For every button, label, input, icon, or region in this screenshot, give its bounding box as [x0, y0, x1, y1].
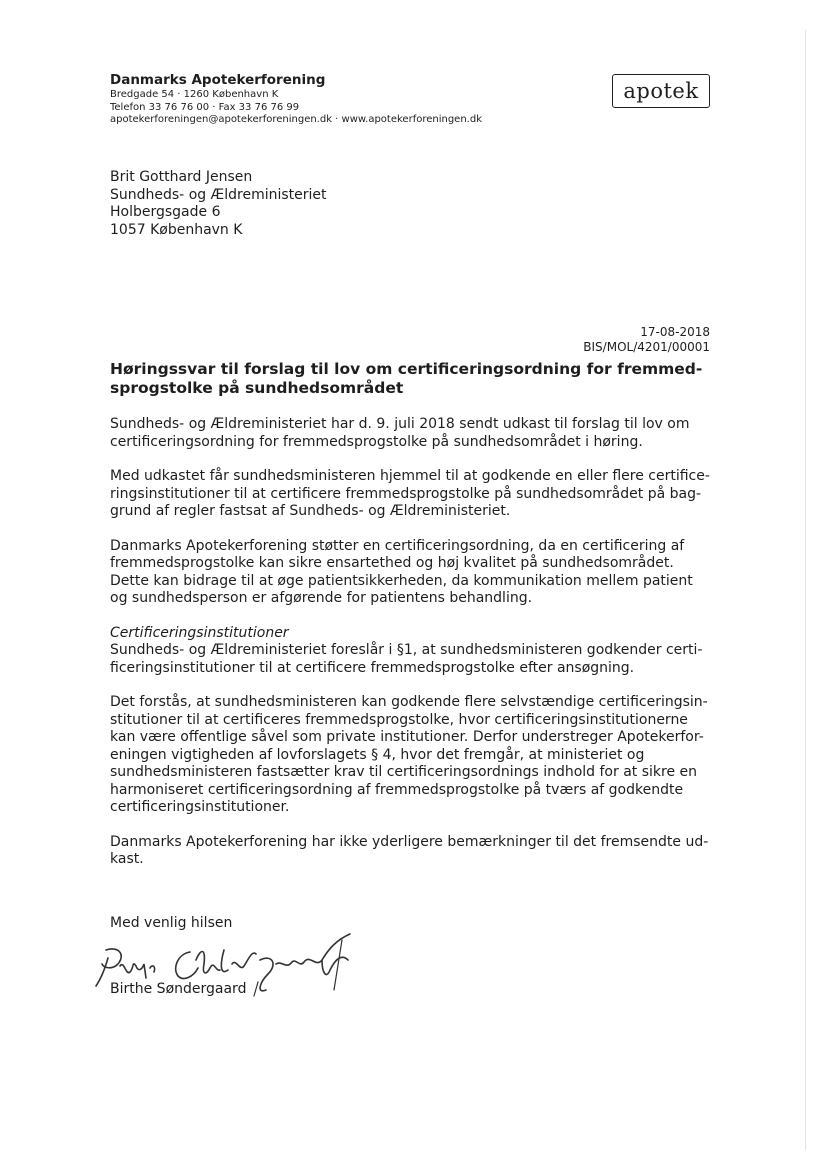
- organization-phone-fax: Telefon 33 76 76 00 · Fax 33 76 76 99: [110, 101, 300, 113]
- organization-contact: apotekerforeningen@apotekerforeningen.dk · www.apotekerforeningen.dk: [110, 114, 482, 125]
- organization-address: Bredgade 54 · 1260 København K: [110, 89, 279, 100]
- paragraph-6: Danmarks Apotekerforening har ikke yderligere bemærkninger til det fremsendte ud- kast.: [110, 833, 709, 867]
- recipient-street: Holbergsgade 6: [110, 204, 221, 220]
- letter-title: Høringssvar til forslag til lov om certificeringsordning for fremmed- sprogstolke på sundhedsområdet: [110, 360, 703, 397]
- paragraph-2: Med udkastet får sundhedsministeren hjemmel til at godkende en eller flere certifice- ringsinstitutioner til at certificere fremmedsprogstolke på sundhedsområdet på bag- grund af regler fastsat af Sundheds- og Ældreministeriet.: [110, 468, 710, 519]
- recipient-name: Brit Gotthard Jensen: [110, 169, 253, 185]
- letter-date: 17-08-2018: [640, 325, 710, 339]
- letterhead: [110, 72, 482, 127]
- paragraph-3: Danmarks Apotekerforening støtter en certificeringsordning, da en certificering af fremmedsprogstolke kan sikre ensartethed og høj kvalitet på sundhedsområdet. Dette kan bidrage til at øge patientsikkerheden, da kommunikation mellem patient og sundhedsperson er afgørende for patientens behandling.: [110, 537, 693, 606]
- recipient-ministry: Sundheds- og Ældreministeriet: [110, 186, 327, 203]
- closing-greeting: Med venlig hilsen: [110, 915, 233, 931]
- paragraph-1: Sundheds- og Ældreministeriet har d. 9. juli 2018 sendt udkast til forslag til lov om certificeringsordning for fremmedsprogstolke på sundhedsområdet i høring.: [110, 416, 690, 450]
- recipient-address: [110, 169, 327, 239]
- letter-meta: [583, 325, 710, 355]
- organization-name: Danmarks Apotekerforening: [110, 72, 326, 88]
- letter-reference: BIS/MOL/4201/00001: [583, 340, 710, 354]
- apotek-logo: apotek: [612, 74, 710, 108]
- signer-name: Birthe Søndergaard: [110, 981, 247, 997]
- recipient-city: 1057 København K: [110, 221, 243, 238]
- paragraph-5: Det forstås, at sundhedsministeren kan godkende flere selvstændige certificeringsin- stitutioner til at certificeres fremmedsprogstolke, hvor certificeringsinstitutionerne kan være offentlige såvel som private institutioner. Derfor understreger Apotekerfor- eningen vigtigheden af lovforslagets § 4, hvor det fremgår, at ministeriet og sundhedsministeren fastsætter krav til certificeringsordnings indhold for at sikre en harmoniseret certificeringsordning af fremmedsprogstolke på tværs af godkendte certificeringsinstitutioner.: [110, 694, 708, 815]
- paragraph-4: Sundheds- og Ældreministeriet foreslår i §1, at sundhedsministeren godkender certi- ficeringsinstitutioner til at certificere fremmedsprogstolke efter ansøgning.: [110, 642, 703, 676]
- scan-edge-line: [805, 30, 806, 1150]
- letter-body: [110, 416, 720, 886]
- section-subheading: Certificeringsinstitutioner: [110, 624, 289, 641]
